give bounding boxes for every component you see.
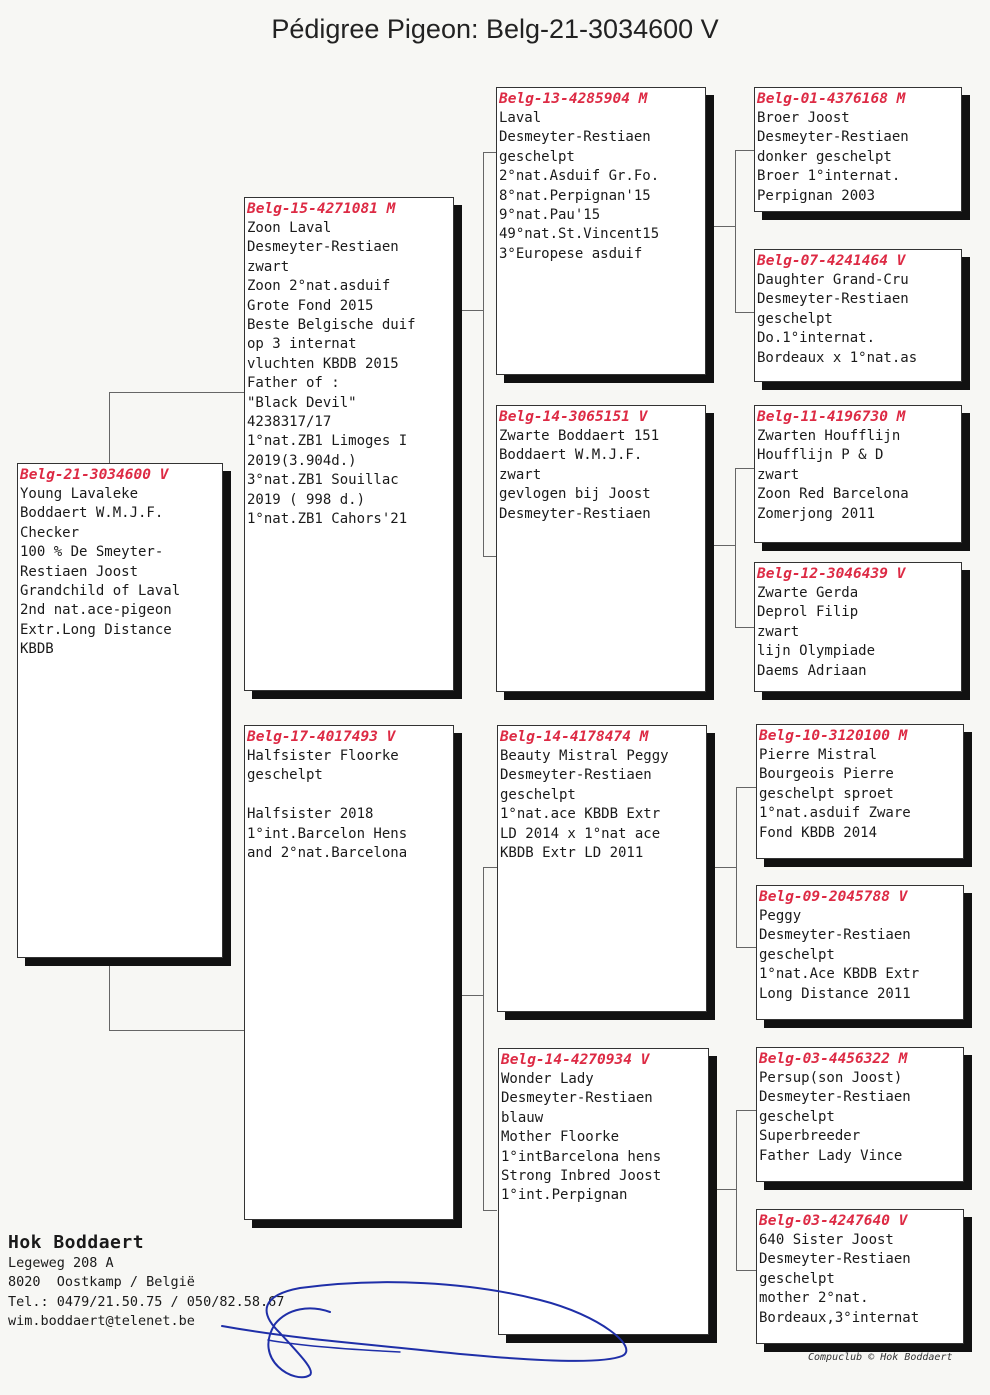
detail-line: zwart — [499, 466, 542, 483]
detail-line: "Black Devil" — [247, 394, 357, 411]
detail-line: Deprol Filip — [757, 604, 859, 621]
detail-line: zwart — [757, 623, 800, 640]
page-title: Pédigree Pigeon: Belg-21-3034600 V — [271, 14, 719, 44]
detail-line: Zwarte Boddaert 151 — [499, 428, 660, 444]
detail-line: Grote Fond 2015 — [247, 297, 374, 314]
detail-line: Father of : — [247, 375, 340, 392]
detail-line: 49°nat.St.Vincent15 — [499, 226, 660, 243]
detail-line: Grandchild of Laval — [20, 583, 181, 600]
detail-line: and 2°nat.Barcelona — [247, 845, 408, 862]
detail-line: KBDB Extr LD 2011 — [500, 845, 644, 862]
ring-number: Belg-14-4178474 M — [500, 729, 649, 745]
detail-line: 100 % De Smeyter- — [20, 544, 164, 561]
ring-number: Belg-13-4285904 M — [499, 91, 648, 107]
detail-line: Zwarte Gerda — [757, 585, 859, 601]
detail-line: Superbreeder — [759, 1128, 861, 1145]
detail-line: Checker — [20, 524, 80, 541]
detail-line: Young Lavaleke — [20, 486, 139, 502]
detail-line: KBDB — [20, 641, 54, 658]
detail-line: LD 2014 x 1°nat ace — [500, 825, 661, 842]
detail-line: Strong Inbred Joost — [501, 1168, 662, 1185]
detail-line: donker geschelpt — [757, 148, 892, 165]
detail-line: 2019(3.904d.) — [247, 452, 357, 469]
detail-line: Bourgeois Pierre — [759, 766, 894, 783]
detail-line: geschelpt — [759, 1270, 835, 1287]
ring-number: Belg-12-3046439 V — [757, 566, 906, 582]
detail-line: Restiaen Joost — [20, 563, 139, 580]
detail-line: 3°Europese asduif — [499, 245, 643, 262]
detail-line: Perpignan 2003 — [757, 187, 876, 204]
detail-line: Daughter Grand-Cru — [757, 272, 909, 288]
ring-number: Belg-07-4241464 V — [757, 253, 906, 269]
detail-line: Peggy — [759, 908, 802, 924]
detail-line: Daems Adriaan — [757, 662, 867, 679]
detail-line: Extr.Long Distance — [20, 621, 172, 638]
detail-line: Father Lady Vince — [759, 1147, 903, 1164]
detail-line: geschelpt — [499, 148, 575, 165]
detail-line: 2019 ( 998 d.) — [247, 491, 366, 508]
detail-line: Tel.: 0479/21.50.75 / 050/82.58.67 — [8, 1293, 285, 1310]
detail-line: 1°nat.asduif Zware — [759, 805, 911, 822]
detail-line: Broer Joost — [757, 110, 850, 126]
ring-number: Belg-10-3120100 M — [759, 728, 908, 744]
detail-line: 1°nat.ZB1 Cahors'21 — [247, 511, 408, 528]
detail-line: lijn Olympiade — [757, 643, 876, 660]
detail-line: Bordeaux x 1°nat.as — [757, 349, 918, 366]
detail-line: 1°nat.ace KBDB Extr — [500, 806, 661, 823]
detail-line: Pierre Mistral — [759, 747, 878, 763]
detail-line: geschelpt sproet — [759, 785, 894, 802]
detail-line: Desmeyter-Restiaen — [500, 767, 652, 784]
detail-line: Desmeyter-Restiaen — [759, 1251, 911, 1268]
detail-line: Zoon 2°nat.asduif — [247, 278, 391, 295]
detail-line: zwart — [757, 466, 800, 483]
owner-name: Hok Boddaert — [8, 1232, 145, 1253]
detail-line: Long Distance 2011 — [759, 985, 911, 1002]
detail-line: Zoon Laval — [247, 220, 332, 236]
detail-line: Halfsister 2018 — [247, 806, 374, 823]
ring-number: Belg-21-3034600 V — [20, 467, 169, 483]
detail-line: Desmeyter-Restiaen — [499, 129, 651, 146]
detail-line: Zomerjong 2011 — [757, 505, 876, 522]
ring-number: Belg-09-2045788 V — [759, 889, 908, 905]
detail-line: 1°intBarcelona hens — [501, 1148, 662, 1165]
detail-line: Wonder Lady — [501, 1071, 594, 1087]
footer-credit: Compuclub © Hok Boddaert — [808, 1352, 953, 1363]
detail-line: Broer 1°internat. — [757, 168, 901, 185]
detail-line: Desmeyter-Restiaen — [759, 927, 911, 944]
ring-number: Belg-03-4456322 M — [759, 1051, 908, 1067]
detail-line: mother 2°nat. — [759, 1290, 869, 1307]
detail-line: Laval — [499, 110, 542, 126]
detail-line: Persup(son Joost) — [759, 1070, 903, 1086]
ring-number: Belg-11-4196730 M — [757, 409, 906, 425]
detail-line: Beauty Mistral Peggy — [500, 748, 669, 764]
detail-line: Desmeyter-Restiaen — [247, 239, 399, 256]
detail-line: 1°int.Perpignan — [501, 1187, 628, 1204]
detail-line: Desmeyter-Restiaen — [501, 1090, 653, 1107]
detail-line: wim.boddaert@telenet.be — [8, 1313, 195, 1330]
detail-line: geschelpt — [759, 1108, 835, 1125]
detail-line: 4238317/17 — [247, 414, 332, 431]
detail-line: Legeweg 208 A — [8, 1255, 114, 1271]
detail-line: 8020 Oostkamp / België — [8, 1274, 195, 1291]
detail-line: Zoon Red Barcelona — [757, 486, 909, 503]
detail-line: 8°nat.Perpignan'15 — [499, 187, 651, 204]
detail-line: 9°nat.Pau'15 — [499, 207, 601, 224]
detail-line: vluchten KBDB 2015 — [247, 355, 399, 372]
detail-line: Bordeaux,3°internat — [759, 1309, 920, 1326]
detail-line: Halfsister Floorke — [247, 748, 399, 764]
detail-line: 2nd nat.ace-pigeon — [20, 602, 172, 619]
detail-line: blauw — [501, 1109, 544, 1126]
detail-line: Desmeyter-Restiaen — [757, 129, 909, 146]
detail-line: Houfflijn P & D — [757, 447, 884, 464]
detail-line: Desmeyter-Restiaen — [757, 291, 909, 308]
detail-line: 3°nat.ZB1 Souillac — [247, 472, 399, 489]
detail-line: Boddaert W.M.J.F. — [499, 447, 643, 464]
detail-line: Desmeyter-Restiaen — [499, 505, 651, 522]
detail-line: 1°nat.Ace KBDB Extr — [759, 966, 920, 983]
detail-line: Zwarten Houfflijn — [757, 428, 901, 444]
detail-line: geschelpt — [500, 786, 576, 803]
detail-line: 640 Sister Joost — [759, 1232, 894, 1248]
detail-line: 2°nat.Asduif Gr.Fo. — [499, 168, 660, 185]
detail-line: geschelpt — [759, 946, 835, 963]
detail-line: geschelpt — [247, 767, 323, 784]
detail-line: gevlogen bij Joost — [499, 486, 651, 503]
detail-line: Fond KBDB 2014 — [759, 824, 878, 841]
ring-number: Belg-14-4270934 V — [501, 1052, 650, 1068]
ring-number: Belg-03-4247640 V — [759, 1213, 908, 1229]
detail-line: 1°nat.ZB1 Limoges I — [247, 433, 408, 450]
detail-line: op 3 internat — [247, 336, 357, 353]
ring-number: Belg-14-3065151 V — [499, 409, 648, 425]
detail-line: Beste Belgische duif — [247, 317, 416, 334]
ring-number: Belg-15-4271081 M — [247, 201, 396, 217]
ring-number: Belg-01-4376168 M — [757, 91, 906, 107]
detail-line: geschelpt — [757, 310, 833, 327]
detail-line: Do.1°internat. — [757, 330, 876, 347]
detail-line: Desmeyter-Restiaen — [759, 1089, 911, 1106]
detail-line: Mother Floorke — [501, 1129, 620, 1146]
detail-line: Boddaert W.M.J.F. — [20, 505, 164, 522]
detail-line: 1°int.Barcelon Hens — [247, 825, 408, 842]
detail-line: zwart — [247, 258, 290, 275]
ring-number: Belg-17-4017493 V — [247, 729, 396, 745]
